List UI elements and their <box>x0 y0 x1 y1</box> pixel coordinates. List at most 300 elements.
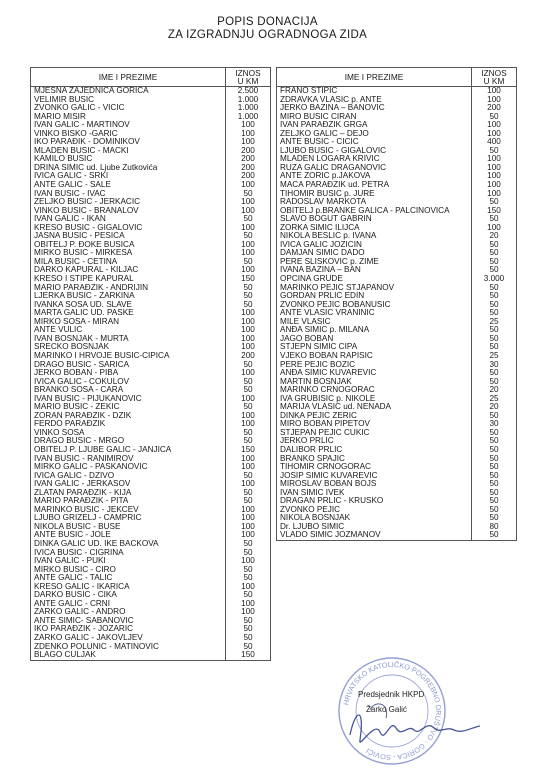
table-row <box>277 514 517 523</box>
donation-amount: 100 <box>226 369 271 378</box>
table-row <box>277 207 517 216</box>
table-row <box>31 309 271 318</box>
donation-amount: 200 <box>226 172 271 181</box>
donor-name: IVA GRUBIŠIĆ p. NIKOLE <box>277 395 472 404</box>
donor-name: STJEPN ŠIMIĆ ĆIPA <box>277 343 472 352</box>
svg-text:HRVATSKO KATOLIČKO POGREBNO DR: HRVATSKO KATOLIČKO POGREBNO DRUŠTVO · GORICA - SOVIĆI <box>341 659 444 763</box>
donation-amount: 150 <box>226 651 271 660</box>
donation-amount: 25 <box>472 395 517 404</box>
signatory-role: Predsjednik HKPD <box>358 690 425 699</box>
donor-name: STJEPAN PEJIĆ ĆUKIĆ <box>277 429 472 438</box>
donor-name: IVAN GALIĆ - MARTINOV <box>31 121 226 130</box>
donation-amount: 100 <box>226 266 271 275</box>
donor-name: MIRKO SOSA - MIRAN <box>31 318 226 327</box>
donor-name: TIHOMIR CRNOGORAC <box>277 463 472 472</box>
donation-amount: 50 <box>472 326 517 335</box>
donor-name: DAMJAN ŠIMIĆ DADO <box>277 249 472 258</box>
table-row <box>31 326 271 335</box>
donation-amount: 400 <box>472 138 517 147</box>
table-row <box>277 275 517 284</box>
donation-amount: 50 <box>472 472 517 481</box>
donation-amount: 50 <box>226 549 271 558</box>
donor-name: ŽARKO GALIĆ - ANDRO <box>31 608 226 617</box>
donation-amount: 150 <box>226 446 271 455</box>
donation-amount: 50 <box>472 113 517 122</box>
table-row <box>31 190 271 199</box>
donation-amount: 50 <box>472 335 517 344</box>
donation-amount: 1.000 <box>226 113 271 122</box>
donor-name: MIROSLAV BOBAN BOJS <box>277 480 472 489</box>
table-row <box>31 643 271 652</box>
donor-name: ZORKA ŠIMIĆ ILIJCA <box>277 224 472 233</box>
donor-name: JASNA BUŠIĆ - PEŠICA <box>31 232 226 241</box>
table-row <box>277 190 517 199</box>
table-row <box>31 549 271 558</box>
donation-amount: 50 <box>472 429 517 438</box>
column-header-name: IME I PREZIME <box>277 68 472 87</box>
donation-amount: 3.000 <box>472 275 517 284</box>
donor-name: OBITELJ p.BRANKE GALIĆA - PALČINOVIĆA <box>277 207 472 216</box>
donation-amount: 100 <box>472 172 517 181</box>
donation-amount: 50 <box>472 266 517 275</box>
donation-amount: 50 <box>472 446 517 455</box>
table-row <box>277 489 517 498</box>
donation-amount: 100 <box>472 181 517 190</box>
donation-amount: 50 <box>472 292 517 301</box>
donor-name: IVICA GALIĆ - SRKI <box>31 172 226 181</box>
donation-amount: 50 <box>472 241 517 250</box>
donor-name: VINKO SOSA <box>31 429 226 438</box>
donation-amount: 100 <box>472 130 517 139</box>
donor-name: ŽELJKO GALIĆ – DEJO <box>277 130 472 139</box>
table-row <box>277 301 517 310</box>
donation-amount: 50 <box>472 284 517 293</box>
donation-amount: 50 <box>472 514 517 523</box>
donor-name: MARIO BUŠIĆ - ZEKIĆ <box>31 403 226 412</box>
amount-header-line-2: U KM <box>237 76 259 86</box>
donor-name: VJEKO BOBAN RAPIŠIĆ <box>277 352 472 361</box>
table-row <box>277 130 517 139</box>
donation-amount: 100 <box>472 190 517 199</box>
donor-name: DRAGO BUŠIĆ - ŠARIĆA <box>31 361 226 370</box>
handwritten-signature-icon <box>330 640 500 763</box>
table-row <box>31 198 271 207</box>
table-row <box>31 455 271 464</box>
table-row <box>277 147 517 156</box>
table-row <box>31 395 271 404</box>
table-row <box>277 523 517 532</box>
donor-name: ZORAN PARAĐŽIK - DŽIK <box>31 412 226 421</box>
donor-name: OPĆINA GRUDE <box>277 275 472 284</box>
donor-name: ANTE GALIĆ - ŠALE <box>31 181 226 190</box>
table-row <box>277 455 517 464</box>
donation-amount: 50 <box>226 361 271 370</box>
donation-amount: 50 <box>472 531 517 540</box>
table-row <box>31 472 271 481</box>
donation-amount: 50 <box>226 566 271 575</box>
donor-name: ANTE BUŠIĆ - ĆIĆIĆ <box>277 138 472 147</box>
donor-name: VLADO ŠIMIĆ JOZMANOV <box>277 531 472 540</box>
donor-name: IVANKA SOSA UD. SLAVE <box>31 301 226 310</box>
donor-name: VINKO BIŠKO -GARIĆ <box>31 130 226 139</box>
table-row <box>31 130 271 139</box>
donation-amount: 100 <box>226 326 271 335</box>
table-row <box>31 480 271 489</box>
donor-name: IVICA BUŠIĆ - ČIGRINA <box>31 549 226 558</box>
donor-name: IVAN PARAĐŽIK GRGA <box>277 121 472 130</box>
donor-name: ZLATAN PARAĐŽIK - KIJA <box>31 489 226 498</box>
column-header-amount <box>472 68 517 87</box>
donor-name: KREŠO BUŠIĆ - GIGALOVIĆ <box>31 224 226 233</box>
donor-name: GORDAN PRLIĆ EDIN <box>277 292 472 301</box>
donor-name: IVAN ŠIMIĆ IVEK <box>277 489 472 498</box>
donation-amount: 1.000 <box>226 96 271 105</box>
table-row <box>31 147 271 156</box>
table-row <box>277 232 517 241</box>
table-row <box>31 583 271 592</box>
donation-amount: 50 <box>226 540 271 549</box>
donation-amount: 100 <box>226 514 271 523</box>
donor-name: ANTE ŠIMIĆ- ŠABANOVIĆ <box>31 617 226 626</box>
table-row <box>277 395 517 404</box>
table-row <box>277 386 517 395</box>
donor-name: VELIMIR BUŠIĆ <box>31 96 226 105</box>
donation-amount: 100 <box>226 412 271 421</box>
column-header-name: IME I PREZIME <box>31 68 226 87</box>
donation-amount: 200 <box>226 155 271 164</box>
table-row <box>277 472 517 481</box>
donor-name: Dr. LJUBO ŠIMIĆ <box>277 523 472 532</box>
table-row <box>277 113 517 122</box>
donor-name: DRINA ŠIMIĆ ud. Ljube Žutkovića <box>31 164 226 173</box>
table-row <box>277 258 517 267</box>
table-row <box>277 352 517 361</box>
donor-name: MARINKO BUŠIĆ - JEKČEV <box>31 506 226 515</box>
table-row <box>277 335 517 344</box>
donor-name: MARTA GALIĆ UD. PAŠKE <box>31 309 226 318</box>
table-row <box>277 506 517 515</box>
table-row <box>31 241 271 250</box>
donation-amount: 50 <box>226 497 271 506</box>
donations-table-right <box>276 67 517 541</box>
donation-amount: 150 <box>226 275 271 284</box>
donation-amount: 25 <box>472 352 517 361</box>
donation-amount: 2.500 <box>226 87 271 96</box>
donor-name: NIKOLA BOŠNJAK <box>277 514 472 523</box>
table-row <box>31 113 271 122</box>
table-row <box>31 463 271 472</box>
donor-name: ŽELJKO BUŠIĆ - JERKAČIĆ <box>31 198 226 207</box>
donation-amount: 100 <box>226 583 271 592</box>
donation-amount: 100 <box>226 318 271 327</box>
table-row <box>277 378 517 387</box>
donor-name: ANTE VLAŠIĆ VRANINIĆ <box>277 309 472 318</box>
donor-name: IVAN BUŠIĆ - RANIMIROV <box>31 455 226 464</box>
table-row <box>31 104 271 113</box>
table-row <box>31 335 271 344</box>
table-row <box>31 215 271 224</box>
donor-name: ZVONKO PEJIĆ <box>277 506 472 515</box>
donor-name: IVAN BUŠIĆ - PIJUKANOVIĆ <box>31 395 226 404</box>
donor-name: MARTIN BOŠNJAK <box>277 378 472 387</box>
table-row <box>277 403 517 412</box>
donation-amount: 100 <box>226 241 271 250</box>
donation-amount: 100 <box>226 557 271 566</box>
table-row <box>31 172 271 181</box>
donation-amount: 25 <box>472 318 517 327</box>
donation-amount: 100 <box>226 506 271 515</box>
donation-amount: 100 <box>226 224 271 233</box>
table-row <box>31 96 271 105</box>
table-row <box>277 104 517 113</box>
donation-amount: 50 <box>472 480 517 489</box>
table-row <box>31 514 271 523</box>
donation-amount: 200 <box>226 164 271 173</box>
table-row <box>277 309 517 318</box>
table-row <box>31 591 271 600</box>
donation-amount: 50 <box>226 284 271 293</box>
donation-amount: 100 <box>226 455 271 464</box>
donation-amount: 50 <box>226 215 271 224</box>
table-row <box>31 617 271 626</box>
donation-amount: 50 <box>472 309 517 318</box>
donation-amount: 100 <box>226 121 271 130</box>
table-row <box>277 198 517 207</box>
donor-name: BLAGO ĆULJAK <box>31 651 226 660</box>
table-row <box>31 343 271 352</box>
donor-name: ANTE BUŠIĆ - JOLE <box>31 531 226 540</box>
table-row <box>277 318 517 327</box>
donor-name: MARINKO I HRVOJE BUŠIĆ-ĆIPIĆA <box>31 352 226 361</box>
table-row <box>31 266 271 275</box>
donor-name: BRANKO SPAJIĆ <box>277 455 472 464</box>
table-row <box>277 155 517 164</box>
donation-amount: 50 <box>472 249 517 258</box>
donation-amount: 100 <box>226 138 271 147</box>
donor-name: ZVONKO PEJIĆ BOBANUŠIĆ <box>277 301 472 310</box>
donor-name: JERKO BOBAN - PIBA <box>31 369 226 378</box>
table-row <box>277 361 517 370</box>
table-row <box>277 497 517 506</box>
table-row <box>31 540 271 549</box>
donor-name: ANTE VULIĆ <box>31 326 226 335</box>
donation-amount: 20 <box>472 232 517 241</box>
table-row <box>31 318 271 327</box>
table-row <box>31 292 271 301</box>
donor-name: MARIO MISIR <box>31 113 226 122</box>
donation-amount: 50 <box>226 403 271 412</box>
table-row <box>31 284 271 293</box>
donation-amount: 100 <box>226 335 271 344</box>
donation-amount: 50 <box>472 343 517 352</box>
amount-header-line-2: U KM <box>483 76 505 86</box>
table-row <box>31 361 271 370</box>
table-row <box>31 224 271 233</box>
donation-amount: 50 <box>226 625 271 634</box>
donation-amount: 50 <box>226 429 271 438</box>
donor-name: MARIO PARAĐŽIK - PITA <box>31 497 226 506</box>
donation-amount: 50 <box>472 147 517 156</box>
table-row <box>277 531 517 540</box>
table-row <box>31 531 271 540</box>
donor-name: MJESNA ZAJEDNICA GORICA <box>31 87 226 96</box>
table-row <box>31 232 271 241</box>
donor-name: MARIJA VLAŠIĆ ud. NENADA <box>277 403 472 412</box>
table-row <box>31 651 271 660</box>
donor-name: IVAN BOŠNJAK - MURTA <box>31 335 226 344</box>
table-row <box>277 412 517 421</box>
table-row <box>31 275 271 284</box>
donation-amount: 50 <box>472 258 517 267</box>
table-row <box>277 215 517 224</box>
table-row <box>277 284 517 293</box>
donation-amount: 50 <box>472 455 517 464</box>
donation-amount: 100 <box>226 523 271 532</box>
donation-amount: 50 <box>472 437 517 446</box>
table-row <box>277 266 517 275</box>
donor-name: MLADEN LOGARA KRIVIĆ <box>277 155 472 164</box>
table-row <box>31 249 271 258</box>
donation-amount: 1.000 <box>226 104 271 113</box>
table-row <box>31 489 271 498</box>
donor-name: DINKA GALIĆ UD. IKE BAĆKOVA <box>31 540 226 549</box>
donation-amount: 100 <box>472 87 517 96</box>
donation-amount: 100 <box>226 420 271 429</box>
donation-amount: 50 <box>226 190 271 199</box>
table-row <box>277 463 517 472</box>
table-row <box>277 96 517 105</box>
table-row <box>31 497 271 506</box>
donation-amount: 50 <box>226 574 271 583</box>
table-row <box>31 378 271 387</box>
donor-name: IKO PARAĐŽIK - JOZARIĆ <box>31 625 226 634</box>
donor-name: SLAVO BOGUT GABRIN <box>277 215 472 224</box>
donor-name: MARINKO PEJIĆ STJAPANOV <box>277 284 472 293</box>
donor-name: IVANA BAZINA – BAN <box>277 266 472 275</box>
donations-table-left <box>30 67 271 661</box>
table-row <box>31 429 271 438</box>
table-row <box>277 87 517 96</box>
amount-header-line-1: IZNOS <box>481 68 507 78</box>
donation-amount: 100 <box>226 207 271 216</box>
table-row <box>277 326 517 335</box>
table-row <box>31 369 271 378</box>
donation-amount: 50 <box>226 232 271 241</box>
donor-name: DRAGAN PRLIĆ - KRUŠKO <box>277 497 472 506</box>
donor-name: ANĐA ŠIMIĆ p. MILANA <box>277 326 472 335</box>
donor-name: NIKOLA BEŠLIĆ p. IVANA <box>277 232 472 241</box>
donor-name: IVICA GALIĆ - ČOKULOV <box>31 378 226 387</box>
donor-name: FERDO PARAĐŽIK <box>31 420 226 429</box>
table-row <box>31 446 271 455</box>
donor-name: MARINKO CRNOGORAC <box>277 386 472 395</box>
donation-amount: 20 <box>472 403 517 412</box>
donor-name: RUŽA GALIĆ DRAGANOVIĆ <box>277 164 472 173</box>
table-row <box>277 121 517 130</box>
table-row <box>277 437 517 446</box>
table-row <box>277 292 517 301</box>
donor-name: ANTE ZORIĆ p.JAKOVA <box>277 172 472 181</box>
donor-name: ZDENKO POLUNIĆ - MATINOVIĆ <box>31 643 226 652</box>
donor-name: KREŠO GALIĆ - IKARIĆA <box>31 583 226 592</box>
donor-name: IVICA GALIĆ JOZIĆIN <box>277 241 472 250</box>
donation-amount: 50 <box>226 617 271 626</box>
donation-amount: 50 <box>472 506 517 515</box>
donation-amount: 50 <box>472 463 517 472</box>
donor-name: PERE SLIŠKOVIĆ p. ZIME <box>277 258 472 267</box>
donor-name: LJERKA BUŠIĆ - ŽARKINA <box>31 292 226 301</box>
donation-amount: 50 <box>226 634 271 643</box>
donation-amount: 50 <box>472 215 517 224</box>
table-row <box>31 600 271 609</box>
table-row <box>277 420 517 429</box>
donation-amount: 50 <box>226 591 271 600</box>
right-table-body <box>277 87 517 541</box>
donation-amount: 150 <box>472 207 517 216</box>
donation-amount: 30 <box>472 420 517 429</box>
donation-amount: 100 <box>472 164 517 173</box>
donor-name: NIKOLA BUŠIĆ - BUŠE <box>31 523 226 532</box>
table-row <box>31 301 271 310</box>
donor-name: JOSIP ŠIMIĆ KUVAREVIĆ <box>277 472 472 481</box>
donor-name: ŽARKO GALIĆ - JAKOVLJEV <box>31 634 226 643</box>
table-row <box>31 625 271 634</box>
donor-name: IVAN GALIĆ - JERKASOV <box>31 480 226 489</box>
table-row <box>31 523 271 532</box>
table-row <box>277 241 517 250</box>
donation-amount: 100 <box>226 343 271 352</box>
signatory-name: Žarko Galić <box>366 705 407 714</box>
donor-name: ANTE GALIĆ - TALIĆ <box>31 574 226 583</box>
donor-name: MIRKO BUŠIĆ - ĆIRO <box>31 566 226 575</box>
donor-name: LJUBO GRIZELJ - ČAMPRIĆ <box>31 514 226 523</box>
donor-name: JERKO BAZINA – BANOVIĆ <box>277 104 472 113</box>
donor-name: MIRKO BUŠIĆ - MIRKEŠA <box>31 249 226 258</box>
donation-amount: 100 <box>226 309 271 318</box>
donation-amount: 50 <box>226 472 271 481</box>
table-row <box>31 437 271 446</box>
table-row <box>31 403 271 412</box>
donation-amount: 200 <box>226 147 271 156</box>
table-row <box>31 352 271 361</box>
donor-name: MILA BUŠIĆ - ČETINA <box>31 258 226 267</box>
table-row <box>31 574 271 583</box>
donor-name: DALIBOR PRLIĆ <box>277 446 472 455</box>
donation-amount: 50 <box>226 292 271 301</box>
donation-amount: 50 <box>226 643 271 652</box>
donation-amount: 50 <box>472 301 517 310</box>
donor-name: ZVONKO GALIĆ - VICIĆ <box>31 104 226 113</box>
table-row <box>31 258 271 267</box>
table-row <box>31 121 271 130</box>
donation-amount: 50 <box>226 378 271 387</box>
donation-amount: 200 <box>472 104 517 113</box>
donor-name: MIRO BOBAN PIPETOV <box>277 420 472 429</box>
table-row <box>277 249 517 258</box>
donor-name: DINKA PEJIĆ ŽERIĆ <box>277 412 472 421</box>
donor-name: JAGO BOBAN <box>277 335 472 344</box>
amount-header-line-1: IZNOS <box>235 68 261 78</box>
donation-amount: 100 <box>226 130 271 139</box>
donor-name: IVAN GALIĆ - PUKI <box>31 557 226 566</box>
table-row <box>31 155 271 164</box>
donation-amount: 50 <box>472 489 517 498</box>
donation-amount: 50 <box>226 437 271 446</box>
donor-name: MLADEN BUŠIĆ - MAĆKI <box>31 147 226 156</box>
donation-amount: 100 <box>226 531 271 540</box>
donor-name: MAĆA PARAĐŽIK ud. PETRA <box>277 181 472 190</box>
donation-amount: 100 <box>226 198 271 207</box>
